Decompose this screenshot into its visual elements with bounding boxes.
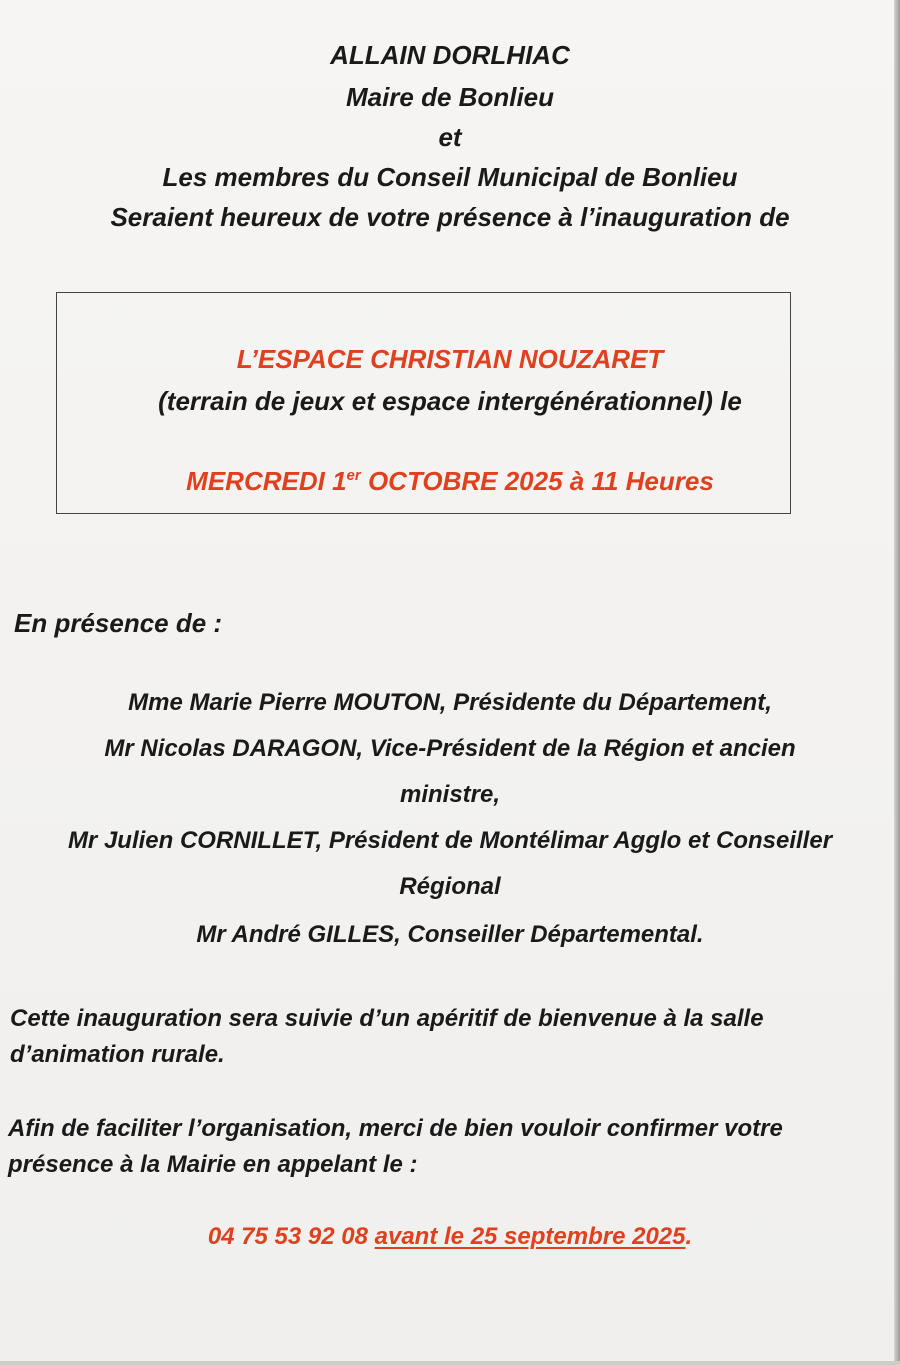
invitation-sentence: Seraient heureux de votre présence à l’inauguration de bbox=[110, 202, 790, 232]
rsvp-line: présence à la Mairie en appelant le : bbox=[8, 1151, 418, 1178]
presence-heading: En présence de : bbox=[14, 608, 223, 638]
event-date-day: MERCREDI 1 bbox=[186, 466, 347, 496]
rsvp-deadline: avant le 25 septembre 2025 bbox=[374, 1223, 686, 1250]
rsvp-contact bbox=[0, 1222, 900, 1252]
phone-number: 04 75 53 92 08 bbox=[207, 1223, 368, 1250]
event-title: L’ESPACE CHRISTIAN NOUZARET bbox=[236, 344, 664, 374]
paper-bottom-edge bbox=[0, 1361, 900, 1365]
aperitif-line: Cette inauguration sera suivie d’un apéritif de bienvenue à la salle bbox=[10, 1005, 764, 1032]
paper-edge bbox=[894, 0, 900, 1365]
guest-line: Mr Nicolas DARAGON, Vice-Président de la Région et ancien bbox=[104, 735, 796, 762]
conjunction: et bbox=[438, 122, 462, 152]
guest-line: Régional bbox=[399, 873, 501, 900]
aperitif-line: d’animation rurale. bbox=[10, 1041, 225, 1068]
event-date bbox=[0, 466, 900, 496]
guest-line: Mme Marie Pierre MOUTON, Présidente du Département, bbox=[128, 689, 772, 716]
mayor-name: ALLAIN DORLHIAC bbox=[330, 40, 570, 70]
guest-line: ministre, bbox=[399, 781, 501, 808]
rsvp-end: . bbox=[685, 1223, 693, 1250]
event-date-ordinal: er bbox=[346, 467, 361, 484]
event-date-rest: OCTOBRE 2025 à 11 Heures bbox=[360, 466, 714, 496]
rsvp-line: Afin de faciliter l’organisation, merci de bien vouloir confirmer votre bbox=[8, 1115, 783, 1142]
mayor-role: Maire de Bonlieu bbox=[345, 82, 555, 112]
council-members: Les membres du Conseil Municipal de Bonlieu bbox=[162, 162, 738, 192]
guest-line: Mr Julien CORNILLET, Président de Montélimar Agglo et Conseiller bbox=[67, 827, 833, 854]
event-subtitle: (terrain de jeux et espace intergénérationnel) le bbox=[158, 386, 742, 416]
guest-line: Mr André GILLES, Conseiller Départemental. bbox=[196, 921, 704, 948]
